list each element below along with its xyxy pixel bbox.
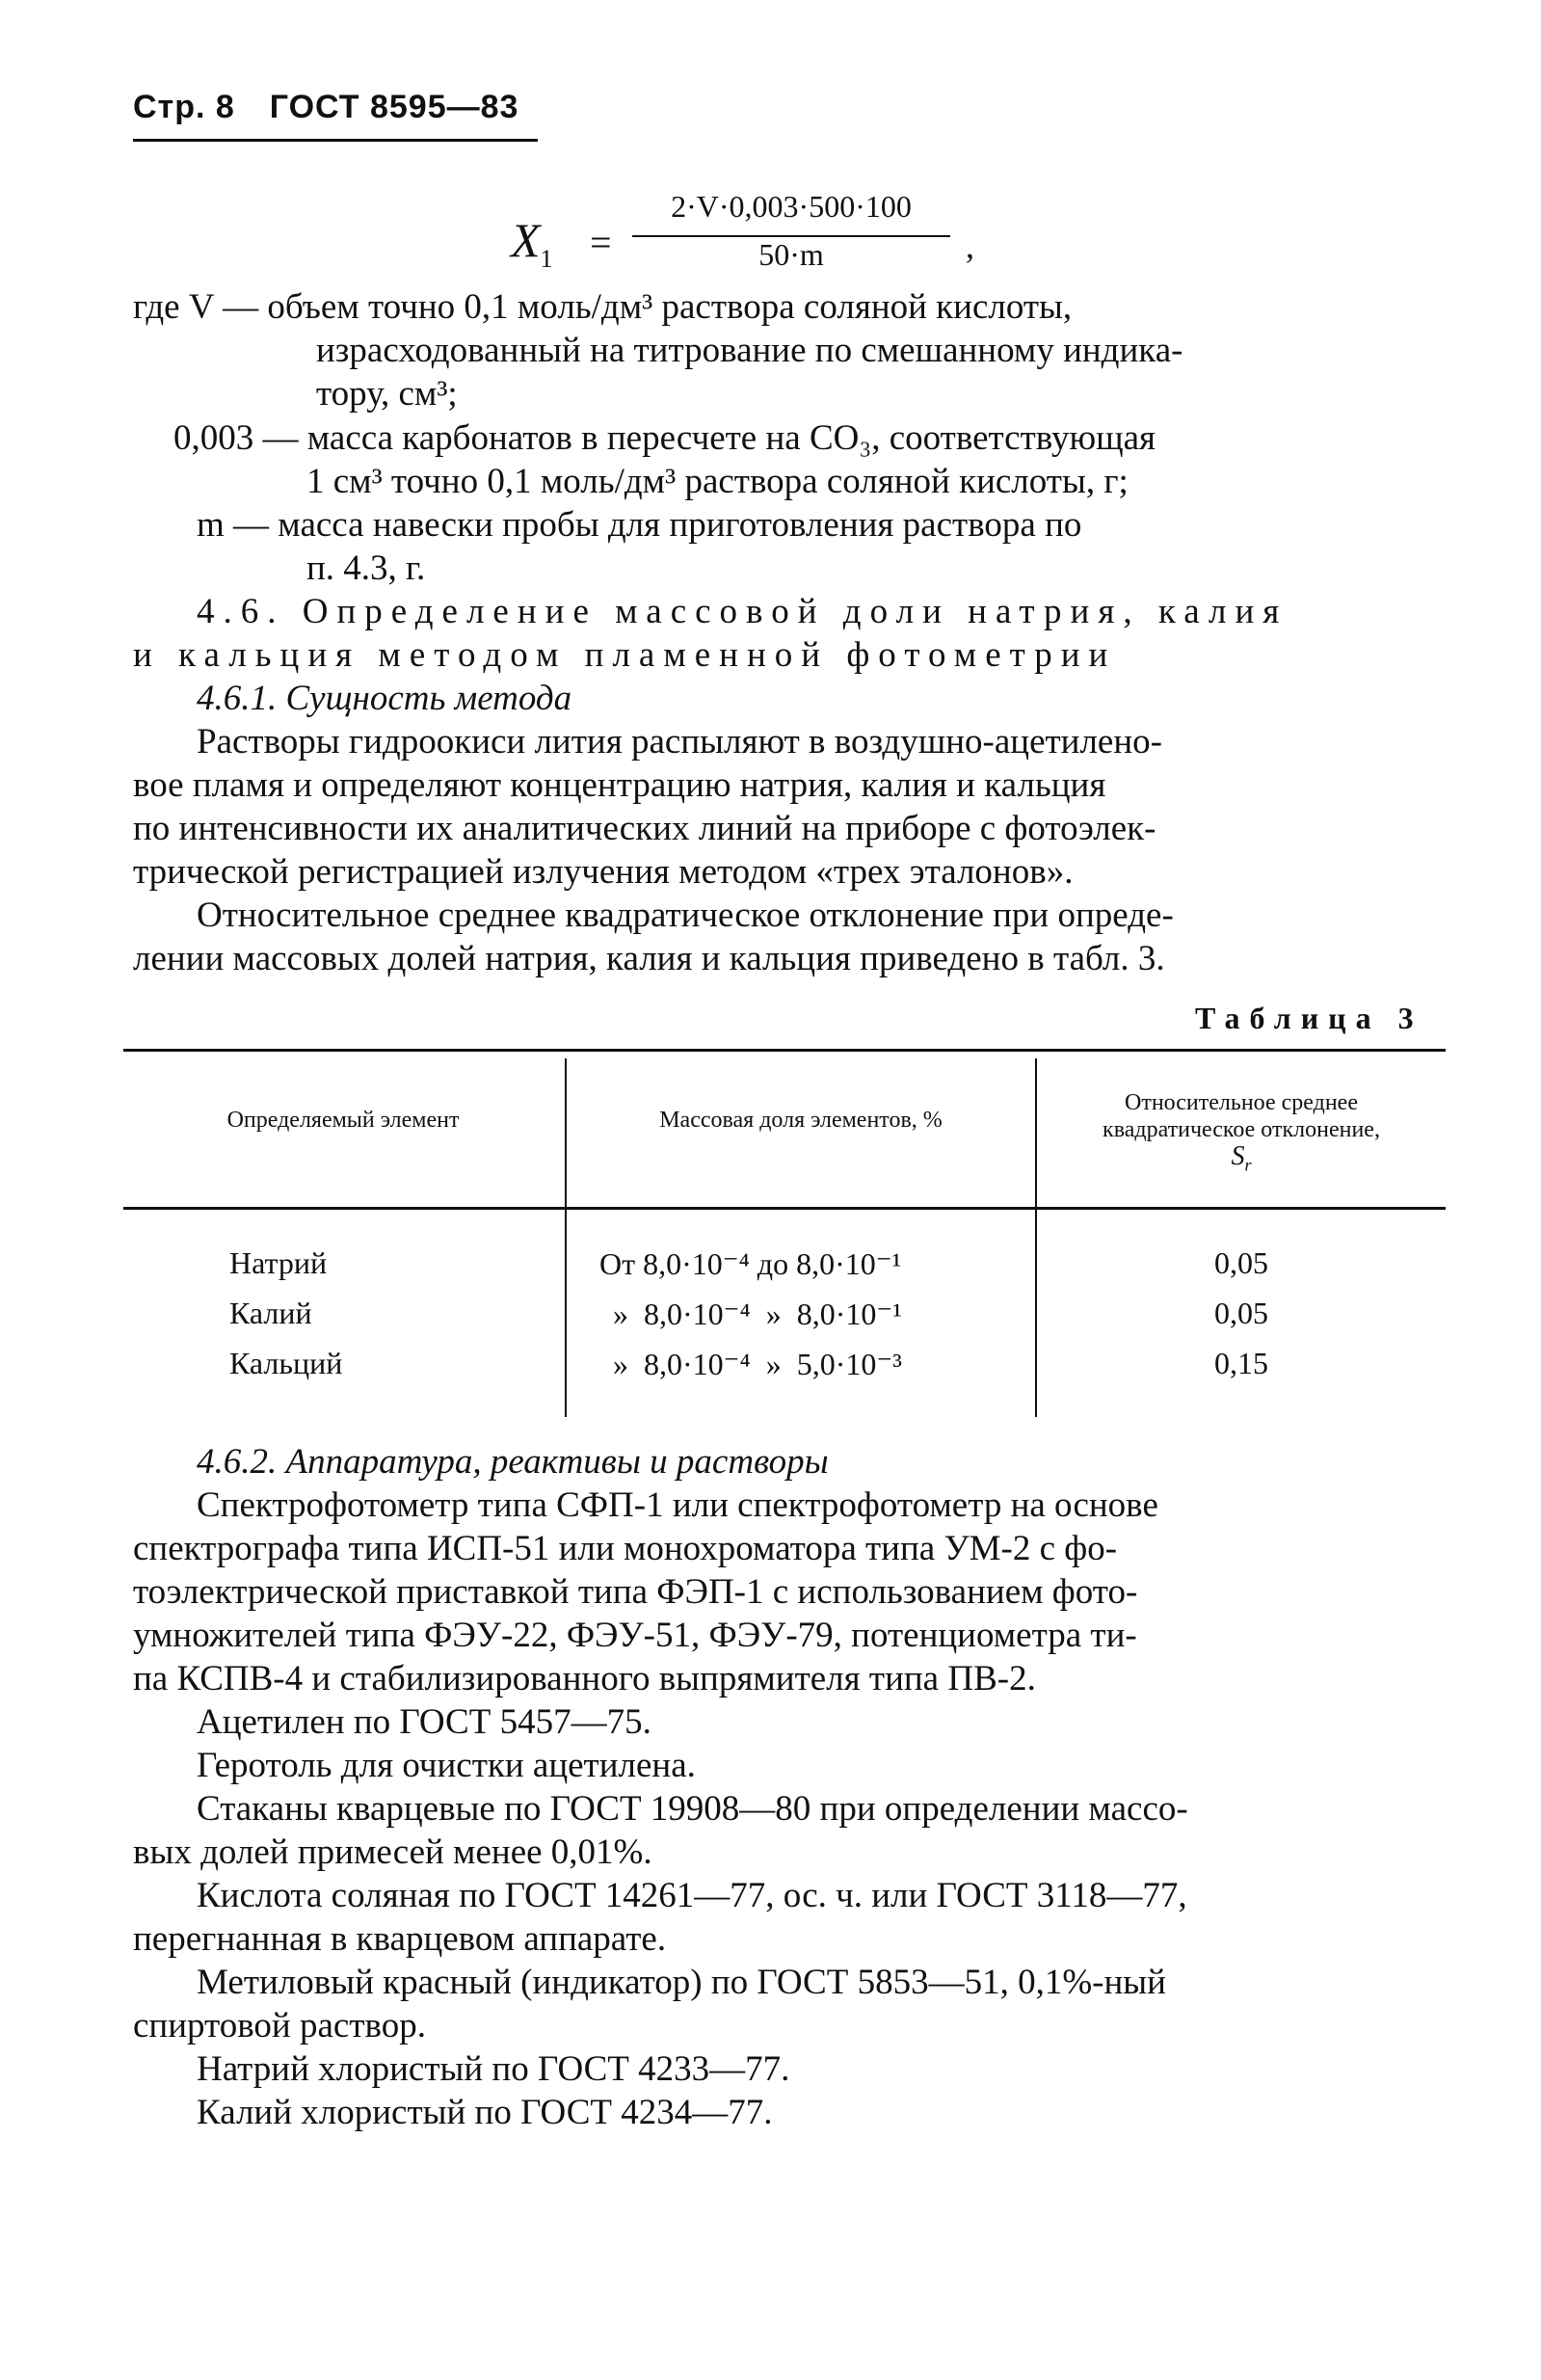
s461-p1-line-4: трической регистрацией излучения методом «трех эталонов».: [133, 852, 1074, 892]
table-row-3-deviation: 0,15: [1214, 1346, 1268, 1380]
s461-p2-line-1: Относительное среднее квадратическое отклонение при опреде-: [197, 896, 1174, 935]
where-line-4: 0,003 — масса карбонатов в пересчете на CO₃, соответствующая: [173, 418, 1156, 458]
s462-methyl-red-line-2: спиртовой раствор.: [133, 2006, 426, 2046]
formula-equals: =: [590, 221, 612, 264]
standard-code: ГОСТ 8595—83: [269, 89, 519, 125]
s462-apparatus-line-1: Спектрофотометр типа СФП-1 или спектрофотометр на основе: [197, 1485, 1158, 1525]
table-row-2-deviation: 0,05: [1214, 1296, 1268, 1330]
section-4-6-1-heading: 4.6.1. Сущность метода: [197, 679, 572, 718]
where-line-5: 1 см³ точно 0,1 моль/дм³ раствора соляной кислоты, г;: [306, 462, 1129, 501]
table-header-mass-fraction: Массовая доля элементов, %: [659, 1108, 943, 1133]
s462-gerotol: Геротоль для очистки ацетилена.: [197, 1746, 696, 1785]
s462-quartz-beakers-line-2: вых долей примесей менее 0,01%.: [133, 1832, 652, 1872]
s462-apparatus-line-5: па КСПВ-4 и стабилизированного выпрямителя типа ПВ-2.: [133, 1659, 1036, 1698]
section-4-6-title-2: и кальция методом пламенной фотометрии: [133, 635, 1117, 675]
section-4-6-2-heading: 4.6.2. Аппаратура, реактивы и растворы: [197, 1442, 829, 1482]
table-row-3-range: » 8,0·10⁻⁴ » 5,0·10⁻³: [613, 1347, 902, 1381]
header-rule: [133, 139, 538, 142]
s461-p1-line-3: по интенсивности их аналитических линий на приборе с фотоэлек-: [133, 809, 1156, 848]
where-line-2: израсходованный на титрование по смешанному индика-: [316, 331, 1183, 370]
section-4-6-title-1: 4.6. Определение массовой доли натрия, калия: [197, 592, 1289, 631]
table-row-2-element: Калий: [229, 1296, 312, 1330]
page-header: [133, 89, 518, 126]
table-caption: Таблица 3: [1195, 1001, 1423, 1035]
s462-apparatus-line-4: умножителей типа ФЭУ-22, ФЭУ-51, ФЭУ-79, потенциометра ти-: [133, 1616, 1137, 1655]
s462-apparatus-line-3: тоэлектрической приставкой типа ФЭП-1 с использованием фото-: [133, 1572, 1138, 1612]
s462-sodium-chloride: Натрий хлористый по ГОСТ 4233—77.: [197, 2049, 790, 2089]
table-top-rule: [123, 1049, 1446, 1052]
formula-numerator: 2·V·0,003·500·100: [671, 189, 912, 224]
s462-apparatus-line-2: спектрографа типа ИСП-51 или монохроматора типа УМ-2 с фо-: [133, 1529, 1118, 1568]
where-line-7: п. 4.3, г.: [306, 548, 426, 588]
table-header-deviation-line-2: квадратическое отклонение,: [1103, 1117, 1380, 1142]
s462-potassium-chloride: Калий хлористый по ГОСТ 4234—77.: [197, 2093, 773, 2132]
table-row-1-element: Натрий: [229, 1245, 328, 1280]
s462-hydrochloric-acid-line-1: Кислота соляная по ГОСТ 14261—77, ос. ч. или ГОСТ 3118—77,: [197, 1876, 1187, 1915]
where-line-1: где V — объем точно 0,1 моль/дм³ раствора соляной кислоты,: [133, 287, 1073, 327]
table-row-3-element: Кальций: [229, 1346, 343, 1380]
s462-acetylene: Ацетилен по ГОСТ 5457—75.: [197, 1702, 651, 1742]
table-row-2-range: » 8,0·10⁻⁴ » 8,0·10⁻¹: [613, 1297, 902, 1331]
table-header-deviation-line-1: Относительное среднее: [1125, 1090, 1358, 1115]
table-header-deviation-symbol: $S_r$: [1231, 1141, 1252, 1175]
formula-denominator: 50·m: [758, 237, 824, 272]
table-row-1-deviation: 0,05: [1214, 1245, 1268, 1280]
page-number: Стр. 8: [133, 89, 235, 125]
s462-quartz-beakers-line-1: Стаканы кварцевые по ГОСТ 19908—80 при определении массо-: [197, 1789, 1188, 1829]
table-col-divider-1: [565, 1058, 567, 1417]
s462-hydrochloric-acid-line-2: перегнанная в кварцевом аппарате.: [133, 1919, 667, 1959]
s461-p2-line-2: лении массовых долей натрия, калия и кальция приведено в табл. 3.: [133, 939, 1165, 978]
s461-p1-line-2: вое пламя и определяют концентрацию натрия, калия и кальция: [133, 765, 1106, 805]
formula-lhs: $X_1$: [511, 213, 553, 273]
where-line-3: тору, см³;: [316, 374, 458, 414]
s461-p1-line-1: Растворы гидроокиси лития распыляют в воздушно-ацетилено-: [197, 722, 1162, 762]
table-col-divider-2: [1035, 1058, 1037, 1417]
where-line-6: m — масса навески пробы для приготовления раствора по: [197, 505, 1082, 545]
formula-comma: ,: [966, 227, 974, 265]
table-header-element: Определяемый элемент: [226, 1108, 460, 1133]
table-header-rule: [123, 1207, 1446, 1210]
table-row-1-range: От 8,0·10⁻⁴ до 8,0·10⁻¹: [599, 1246, 902, 1281]
s462-methyl-red-line-1: Метиловый красный (индикатор) по ГОСТ 5853—51, 0,1%-ный: [197, 1963, 1166, 2002]
